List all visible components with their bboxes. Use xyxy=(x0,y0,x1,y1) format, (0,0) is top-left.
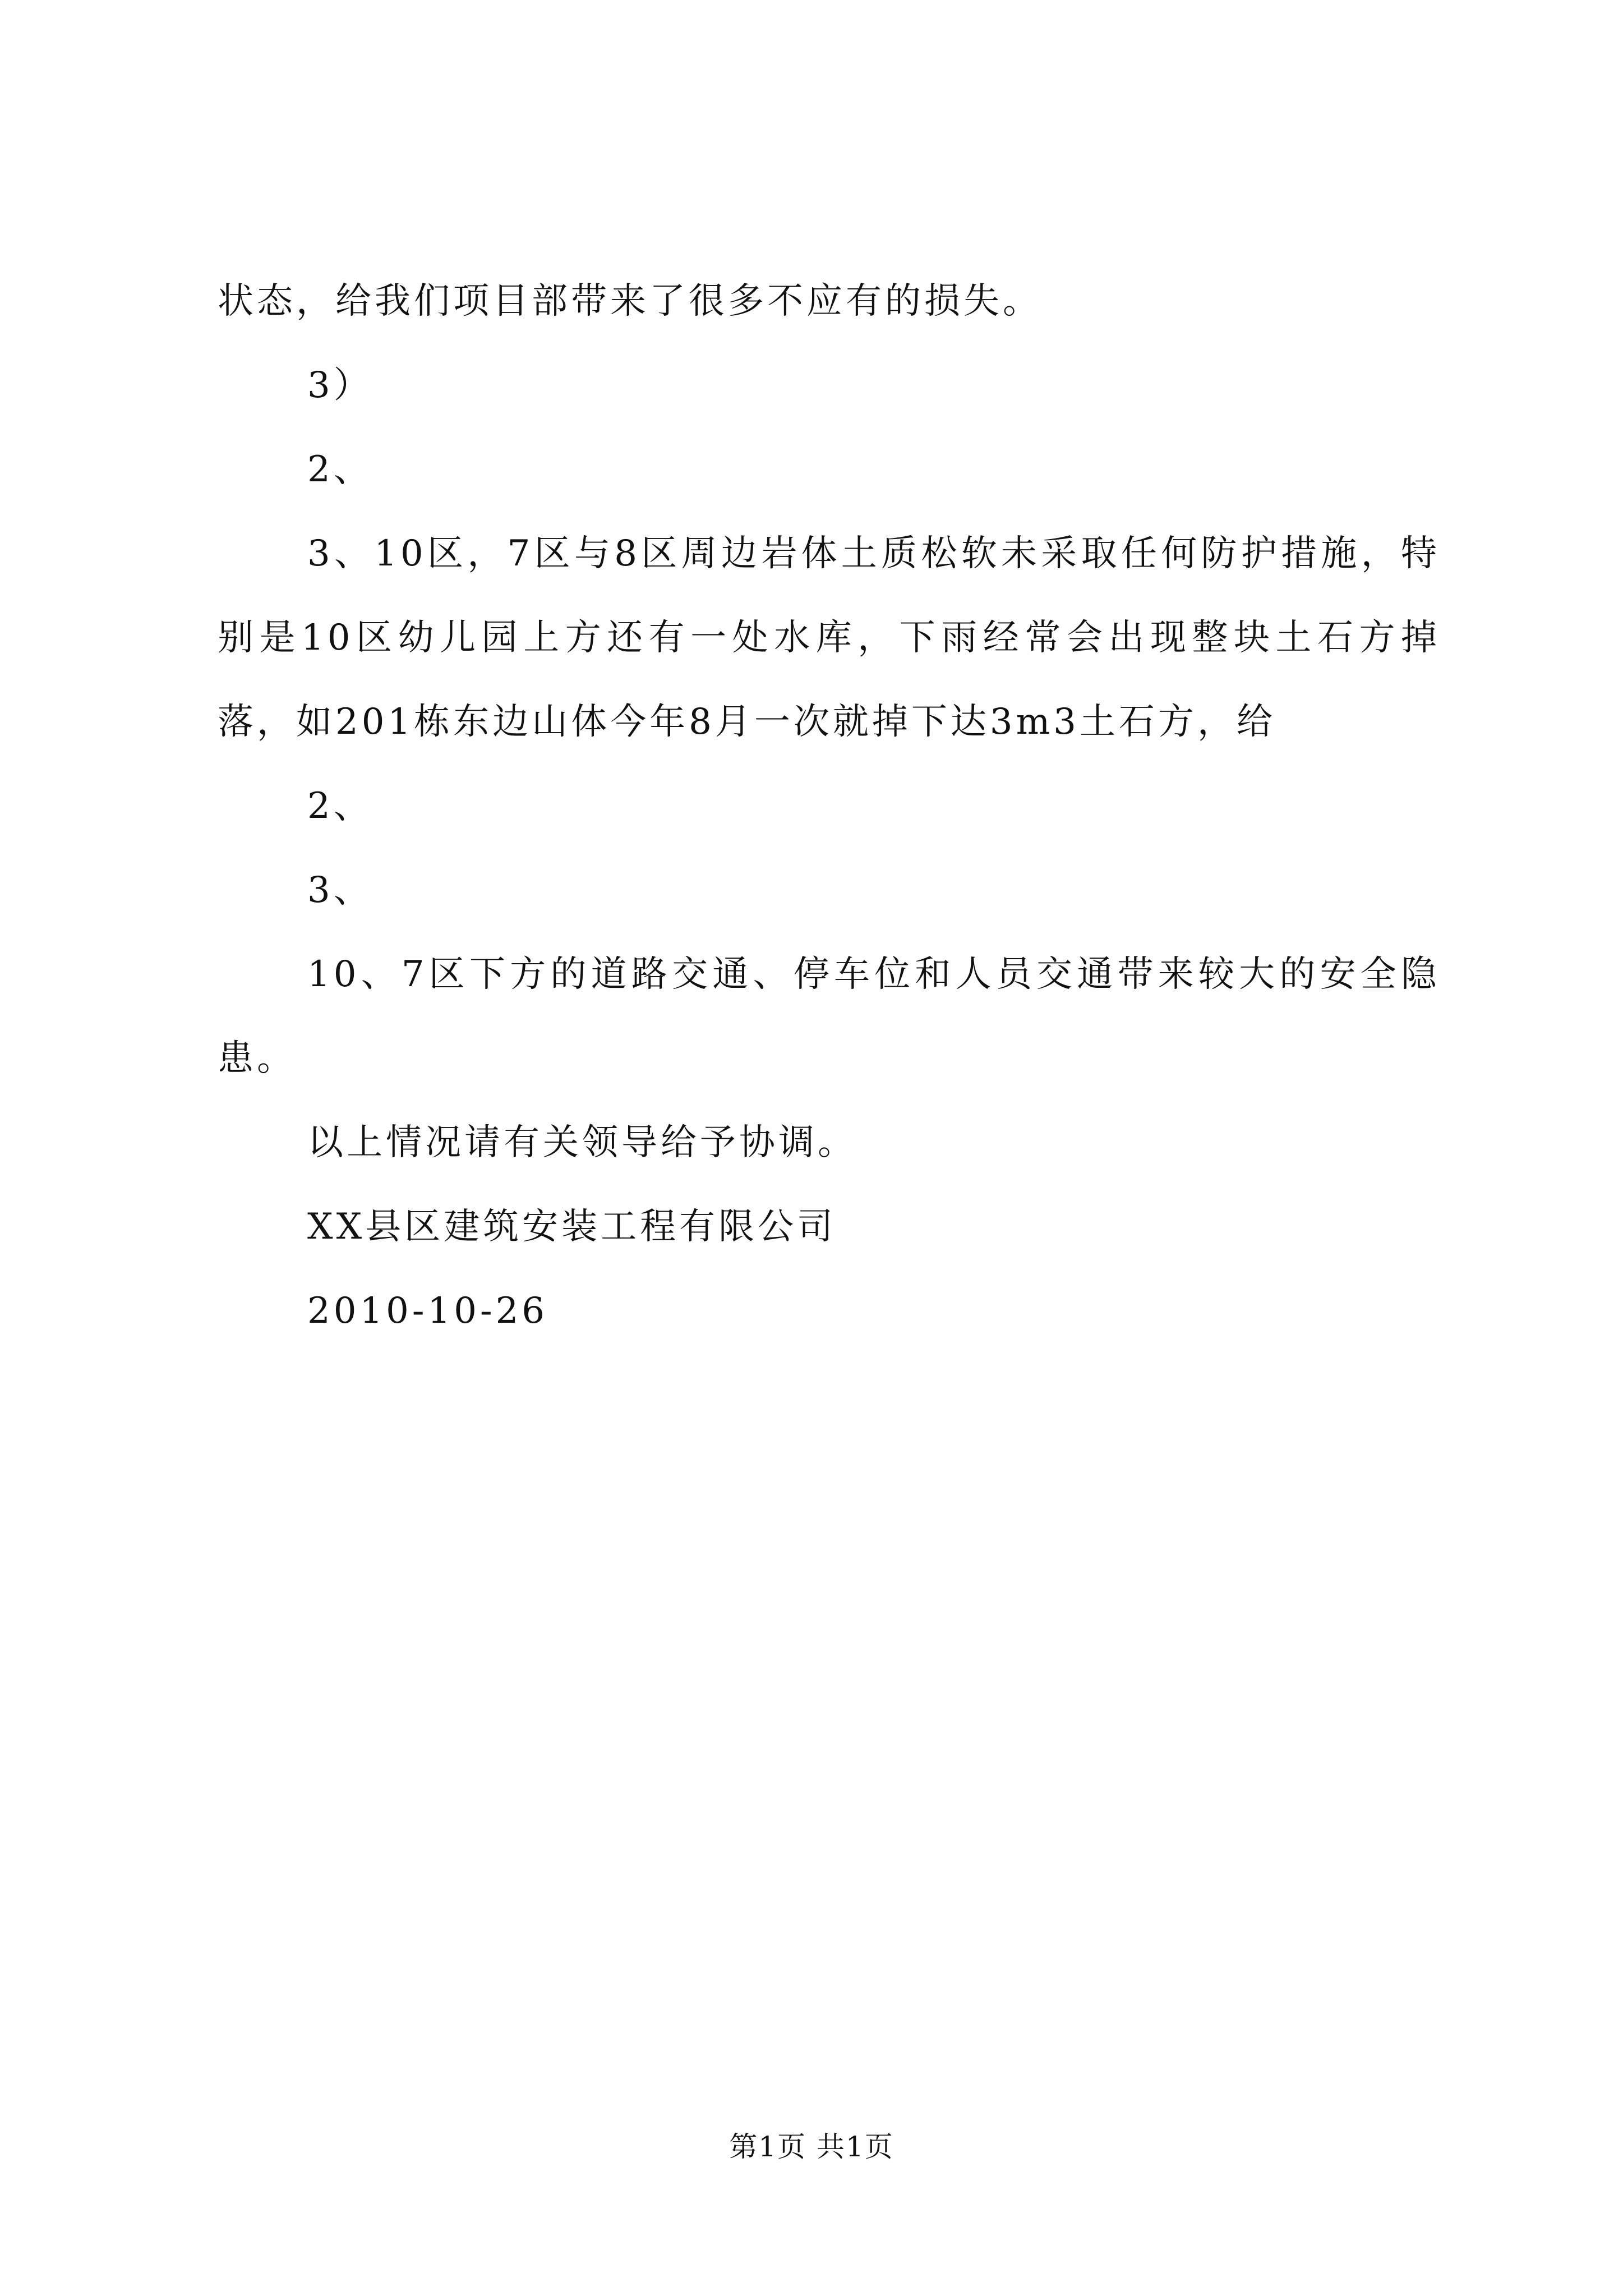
paragraph-item-3-zones: 3、10区，7区与8区周边岩体土质松软未采取任何防护措施，特别是10区幼儿园上方还有一处水库，下雨经常会出现整块土石方掉落，如201栋东边山体今年8月一次就掉下达3m3土石方，给 xyxy=(218,533,1440,743)
paragraph-item-2b: 2、 xyxy=(307,785,373,827)
paragraph-item-10: 10、7区下方的道路交通、停车位和人员交通带来较大的安全隐患。 xyxy=(218,954,1440,1079)
signature-company: XX县区建筑安装工程有限公司 xyxy=(307,1206,837,1248)
paragraph-continuation: 状态，给我们项目部带来了很多不应有的损失。 xyxy=(218,280,1042,322)
signature-date: 2010-10-26 xyxy=(307,1290,548,1332)
page-footer: 第1页 共1页 xyxy=(729,2131,894,2163)
paragraph-request: 以上情况请有关领导给予协调。 xyxy=(307,1122,857,1163)
paragraph-item-2: 2、 xyxy=(307,449,373,490)
paragraph-item-3-paren: 3） xyxy=(307,365,373,406)
paragraph-item-3b: 3、 xyxy=(307,869,373,911)
document-body xyxy=(218,259,1440,1353)
